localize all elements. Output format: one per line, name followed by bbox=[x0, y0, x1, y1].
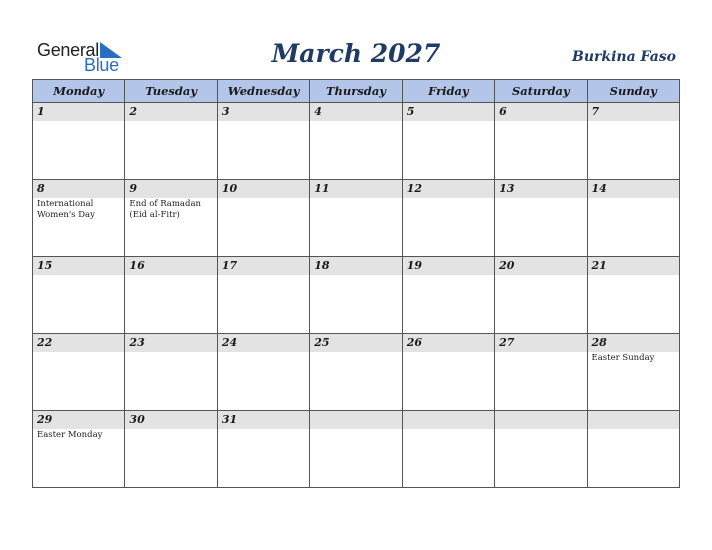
holiday-label bbox=[33, 352, 124, 353]
weekday-header: Monday bbox=[33, 80, 125, 103]
day-cell bbox=[310, 257, 402, 334]
day-number: 11 bbox=[310, 180, 401, 198]
calendar-grid bbox=[32, 79, 680, 488]
day-cell bbox=[402, 180, 494, 257]
holiday-label bbox=[33, 275, 124, 276]
day-number: 10 bbox=[218, 180, 309, 198]
holiday-label bbox=[125, 121, 216, 122]
day-number: 31 bbox=[218, 411, 309, 429]
holiday-label: Easter Sunday bbox=[591, 353, 655, 363]
holiday-label bbox=[495, 429, 586, 430]
day-number bbox=[310, 411, 401, 429]
day-number: 20 bbox=[495, 257, 586, 275]
weekday-header: Saturday bbox=[495, 80, 587, 103]
day-number: 9 bbox=[125, 180, 216, 198]
holiday-label bbox=[310, 352, 401, 353]
day-cell bbox=[587, 334, 679, 411]
day-cell bbox=[125, 411, 217, 488]
holiday-label bbox=[495, 198, 586, 199]
holiday-label bbox=[403, 429, 494, 430]
holiday-label bbox=[125, 352, 216, 353]
day-cell bbox=[402, 411, 494, 488]
weekday-header: Sunday bbox=[587, 80, 679, 103]
day-number: 22 bbox=[33, 334, 124, 352]
day-number: 4 bbox=[310, 103, 401, 121]
day-cell bbox=[217, 180, 309, 257]
day-cell bbox=[310, 411, 402, 488]
day-cell bbox=[495, 257, 587, 334]
day-number bbox=[495, 411, 586, 429]
day-number: 16 bbox=[125, 257, 216, 275]
holiday-label bbox=[218, 429, 309, 430]
day-number bbox=[588, 411, 679, 429]
holiday-label: Easter Monday bbox=[37, 430, 103, 440]
day-cell bbox=[402, 103, 494, 180]
day-cell bbox=[33, 257, 125, 334]
day-number: 5 bbox=[403, 103, 494, 121]
day-number: 3 bbox=[218, 103, 309, 121]
day-number: 25 bbox=[310, 334, 401, 352]
holiday-label bbox=[495, 121, 586, 122]
day-cell bbox=[33, 180, 125, 257]
day-cell bbox=[310, 180, 402, 257]
holiday-label bbox=[125, 429, 216, 430]
day-cell bbox=[495, 411, 587, 488]
logo-word-blue: Blue bbox=[84, 55, 119, 75]
day-number: 7 bbox=[588, 103, 679, 121]
day-number: 30 bbox=[125, 411, 216, 429]
holiday-label bbox=[495, 352, 586, 353]
holiday-label bbox=[588, 429, 679, 430]
day-number: 24 bbox=[218, 334, 309, 352]
holiday-label bbox=[310, 121, 401, 122]
week-row bbox=[33, 257, 680, 334]
day-cell bbox=[587, 103, 679, 180]
holiday-label bbox=[218, 121, 309, 122]
day-cell bbox=[587, 257, 679, 334]
holiday-label bbox=[310, 198, 401, 199]
day-number: 29 bbox=[33, 411, 124, 429]
day-cell bbox=[125, 103, 217, 180]
day-number: 2 bbox=[125, 103, 216, 121]
week-row bbox=[33, 180, 680, 257]
holiday-label bbox=[33, 121, 124, 122]
day-cell bbox=[495, 103, 587, 180]
holiday-label: End of Ramadan (Eid al-Fitr) bbox=[129, 199, 201, 220]
logo-word-general: General bbox=[37, 40, 99, 60]
day-cell bbox=[125, 334, 217, 411]
holiday-label bbox=[588, 198, 679, 199]
day-number: 27 bbox=[495, 334, 586, 352]
day-cell bbox=[217, 334, 309, 411]
day-number: 1 bbox=[33, 103, 124, 121]
week-row bbox=[33, 334, 680, 411]
day-cell bbox=[495, 180, 587, 257]
holiday-label: International Women's Day bbox=[37, 199, 95, 220]
day-cell bbox=[125, 257, 217, 334]
day-cell bbox=[217, 411, 309, 488]
day-cell bbox=[125, 180, 217, 257]
day-number: 15 bbox=[33, 257, 124, 275]
weekday-header-row bbox=[33, 80, 680, 103]
day-cell bbox=[402, 334, 494, 411]
week-row bbox=[33, 411, 680, 488]
day-cell bbox=[587, 180, 679, 257]
holiday-label bbox=[495, 275, 586, 276]
holiday-label bbox=[403, 275, 494, 276]
week-row bbox=[33, 103, 680, 180]
holiday-label bbox=[403, 121, 494, 122]
weekday-header: Friday bbox=[402, 80, 494, 103]
day-number: 17 bbox=[218, 257, 309, 275]
day-cell bbox=[402, 257, 494, 334]
day-number: 19 bbox=[403, 257, 494, 275]
day-number: 21 bbox=[588, 257, 679, 275]
day-number: 18 bbox=[310, 257, 401, 275]
day-cell bbox=[310, 334, 402, 411]
holiday-label bbox=[218, 275, 309, 276]
page-title: March 2027 bbox=[271, 39, 441, 68]
weekday-header: Wednesday bbox=[217, 80, 309, 103]
day-number: 12 bbox=[403, 180, 494, 198]
day-cell bbox=[217, 103, 309, 180]
holiday-label bbox=[125, 275, 216, 276]
weekday-header: Tuesday bbox=[125, 80, 217, 103]
day-cell bbox=[33, 411, 125, 488]
holiday-label bbox=[403, 352, 494, 353]
day-number: 6 bbox=[495, 103, 586, 121]
day-number: 23 bbox=[125, 334, 216, 352]
day-cell bbox=[33, 334, 125, 411]
holiday-label bbox=[403, 198, 494, 199]
day-cell bbox=[33, 103, 125, 180]
holiday-label bbox=[310, 429, 401, 430]
day-number: 13 bbox=[495, 180, 586, 198]
day-cell bbox=[495, 334, 587, 411]
weekday-header: Thursday bbox=[310, 80, 402, 103]
holiday-label bbox=[310, 275, 401, 276]
day-cell bbox=[310, 103, 402, 180]
holiday-label bbox=[588, 275, 679, 276]
day-number: 14 bbox=[588, 180, 679, 198]
holiday-label bbox=[218, 352, 309, 353]
holiday-label bbox=[588, 121, 679, 122]
day-cell bbox=[587, 411, 679, 488]
holiday-label bbox=[218, 198, 309, 199]
day-number: 28 bbox=[588, 334, 679, 352]
day-cell bbox=[217, 257, 309, 334]
day-number bbox=[403, 411, 494, 429]
day-number: 8 bbox=[33, 180, 124, 198]
day-number: 26 bbox=[403, 334, 494, 352]
country-label: Burkina Faso bbox=[572, 49, 676, 65]
